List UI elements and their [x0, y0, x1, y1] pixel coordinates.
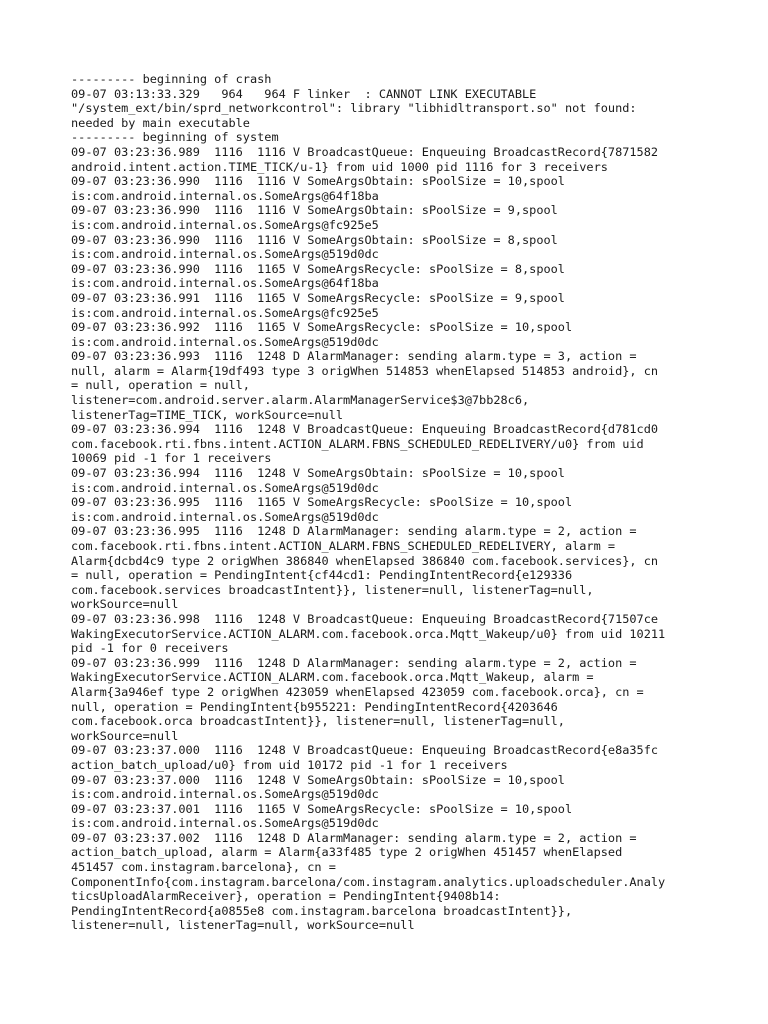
log-line: 09-07 03:23:36.999 1116 1248 D AlarmManager: sending alarm.type = 2, action = [71, 655, 637, 670]
log-line: 09-07 03:23:37.001 1116 1165 V SomeArgsRecycle: sPoolSize = 10,spool [71, 801, 573, 816]
log-line: is:com.android.internal.os.SomeArgs@fc925e5 [71, 305, 379, 320]
log-line: 09-07 03:23:36.990 1116 1165 V SomeArgsRecycle: sPoolSize = 8,spool [71, 261, 565, 276]
log-line: null, operation = PendingIntent{b955221: PendingIntentRecord{4203646 [71, 699, 558, 714]
log-line: 09-07 03:23:36.992 1116 1165 V SomeArgsRecycle: sPoolSize = 10,spool [71, 320, 573, 335]
log-line: is:com.android.internal.os.SomeArgs@519d0dc [71, 334, 379, 349]
log-line: listener=null, listenerTag=null, workSource=null [71, 918, 415, 933]
log-line: = null, operation = null, [71, 378, 250, 393]
log-line: 09-07 03:13:33.329 964 964 F linker : CANNOT LINK EXECUTABLE [71, 86, 537, 101]
log-line: 10069 pid -1 for 1 receivers [71, 451, 272, 466]
log-line: is:com.android.internal.os.SomeArgs@fc925e5 [71, 217, 379, 232]
log-line: workSource=null [71, 728, 179, 743]
log-line: 09-07 03:23:36.994 1116 1248 V BroadcastQueue: Enqueuing BroadcastRecord{d781cd0 [71, 422, 659, 437]
log-text-block [71, 72, 711, 933]
log-line: PendingIntentRecord{a0855e8 com.instagram.barcelona broadcastIntent}}, [71, 903, 573, 918]
log-line: is:com.android.internal.os.SomeArgs@64f18ba [71, 188, 379, 203]
log-line: listener=com.android.server.alarm.AlarmManagerService$3@7bb28c6, [71, 393, 530, 408]
log-line: action_batch_upload, alarm = Alarm{a33f485 type 2 origWhen 451457 whenElapsed [71, 845, 623, 860]
log-line: ComponentInfo{com.instagram.barcelona/com.instagram.analytics.uploadscheduler.Analy [71, 874, 666, 889]
log-line: 09-07 03:23:36.991 1116 1165 V SomeArgsRecycle: sPoolSize = 9,spool [71, 290, 565, 305]
log-line: 09-07 03:23:37.000 1116 1248 V BroadcastQueue: Enqueuing BroadcastRecord{e8a35fc [71, 743, 659, 758]
log-line: 09-07 03:23:36.990 1116 1116 V SomeArgsObtain: sPoolSize = 9,spool [71, 203, 558, 218]
log-line: is:com.android.internal.os.SomeArgs@519d0dc [71, 247, 379, 262]
log-line: = null, operation = PendingIntent{cf44cd1: PendingIntentRecord{e129336 [71, 568, 573, 583]
log-line: Alarm{3a946ef type 2 origWhen 423059 whenElapsed 423059 com.facebook.orca}, cn = [71, 684, 644, 699]
log-line: 09-07 03:23:36.990 1116 1116 V SomeArgsObtain: sPoolSize = 8,spool [71, 232, 558, 247]
log-line: 09-07 03:23:36.995 1116 1165 V SomeArgsRecycle: sPoolSize = 10,spool [71, 495, 573, 510]
log-line: ticsUploadAlarmReceiver}, operation = PendingIntent{9408b14: [71, 889, 501, 904]
log-line: pid -1 for 0 receivers [71, 641, 229, 656]
log-line: android.intent.action.TIME_TICK/u-1} from uid 1000 pid 1116 for 3 receivers [71, 159, 608, 174]
log-line: is:com.android.internal.os.SomeArgs@519d0dc [71, 509, 379, 524]
log-line: Alarm{dcbd4c9 type 2 origWhen 386840 whenElapsed 386840 com.facebook.services}, cn [71, 553, 659, 568]
log-line: 09-07 03:23:37.000 1116 1248 V SomeArgsObtain: sPoolSize = 10,spool [71, 772, 565, 787]
log-line: action_batch_upload/u0} from uid 10172 pid -1 for 1 receivers [71, 757, 508, 772]
log-line: is:com.android.internal.os.SomeArgs@64f18ba [71, 276, 379, 291]
log-line: 09-07 03:23:36.990 1116 1116 V SomeArgsObtain: sPoolSize = 10,spool [71, 174, 565, 189]
log-line: com.facebook.rti.fbns.intent.ACTION_ALARM.FBNS_SCHEDULED_REDELIVERY, alarm = [71, 539, 616, 553]
log-line: WakingExecutorService.ACTION_ALARM.com.facebook.orca.Mqtt_Wakeup, alarm = [71, 670, 594, 685]
log-line: 09-07 03:23:36.993 1116 1248 D AlarmManager: sending alarm.type = 3, action = [71, 349, 637, 364]
log-line: is:com.android.internal.os.SomeArgs@519d0dc [71, 480, 379, 495]
log-line: null, alarm = Alarm{19df493 type 3 origWhen 514853 whenElapsed 514853 android}, cn [71, 363, 659, 378]
log-line: workSource=null [71, 597, 179, 612]
log-line: "/system_ext/bin/sprd_networkcontrol": library "libhidltransport.so" not found: [71, 101, 637, 116]
log-line: com.facebook.rti.fbns.intent.ACTION_ALARM.FBNS_SCHEDULED_REDELIVERY/u0} from uid [71, 436, 644, 451]
log-line: 451457 com.instagram.barcelona}, cn = [71, 860, 336, 875]
log-line: 09-07 03:23:36.994 1116 1248 V SomeArgsObtain: sPoolSize = 10,spool [71, 466, 565, 481]
log-line: 09-07 03:23:36.998 1116 1248 V BroadcastQueue: Enqueuing BroadcastRecord{71507ce [71, 611, 659, 626]
log-line: 09-07 03:23:36.995 1116 1248 D AlarmManager: sending alarm.type = 2, action = [71, 524, 637, 539]
log-line: com.facebook.orca broadcastIntent}}, listener=null, listenerTag=null, [71, 714, 565, 729]
log-line: listenerTag=TIME_TICK, workSource=null [71, 407, 344, 422]
log-line: needed by main executable [71, 115, 250, 130]
log-line: --------- beginning of system [71, 130, 279, 145]
log-line: 09-07 03:23:36.989 1116 1116 V BroadcastQueue: Enqueuing BroadcastRecord{7871582 [71, 144, 659, 159]
log-line: com.facebook.services broadcastIntent}}, listener=null, listenerTag=null, [71, 582, 594, 597]
log-line: is:com.android.internal.os.SomeArgs@519d0dc [71, 816, 379, 831]
log-line: WakingExecutorService.ACTION_ALARM.com.facebook.orca.Mqtt_Wakeup/u0} from uid 10211 [71, 626, 666, 641]
log-line: 09-07 03:23:37.002 1116 1248 D AlarmManager: sending alarm.type = 2, action = [71, 830, 637, 845]
log-line: is:com.android.internal.os.SomeArgs@519d0dc [71, 787, 379, 802]
log-line: --------- beginning of crash [71, 72, 272, 86]
